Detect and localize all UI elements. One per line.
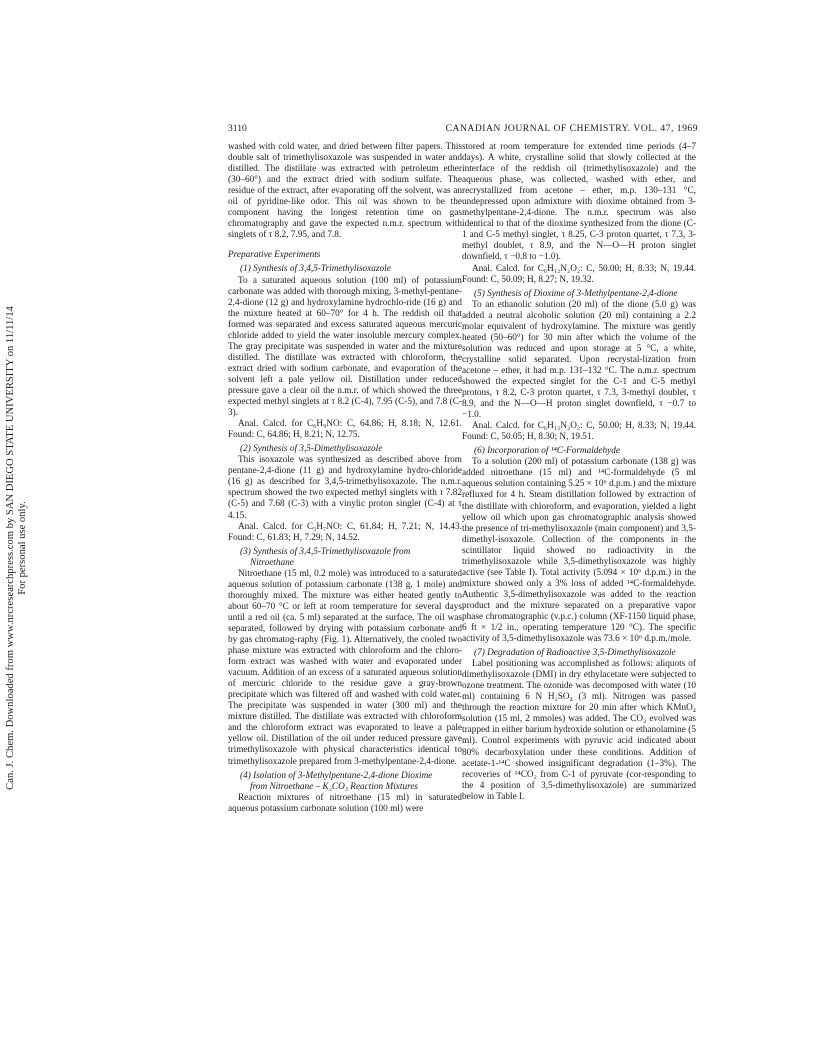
page-number: 3110 xyxy=(228,123,247,134)
paragraph: Reaction mixtures of nitroethane (15 ml) in saturated aqueous potassium carbonate solution (100 ml) were xyxy=(228,792,462,814)
download-notice-line: Can. J. Chem. Downloaded from www.nrcresearchpress.com by SAN DIEGO STATE UNIVERSITY on 11/11/14 xyxy=(5,306,16,790)
subsection-heading-continued: from Nitroethane – K₂CO₃ Reaction Mixtures xyxy=(250,781,419,792)
subsection-heading: (6) Incorporation of ¹⁴C-Formaldehyde xyxy=(474,446,620,457)
paragraph: stored at room temperature for extended time periods (4–7 days). A white, crystalline solid that slowly collected at the interface of the reddish oil (trimethylisoxazole) and the aqueous phase, was collected, washed with ether, and recrystallized from acetone – ether, m.p. 130–131 °C, undepressed upon admixture with dioxime obtained from 3-methylpentane-2,4-dione. The n.m.r. spectrum was also identical to that of the dioxime synthesized from the dione (C-1 and C-5 methyl singlet, τ 8.25, C-3 proton quartet, τ 7.3, 3-methyl doublet, τ 8.9, and the N—O—H proton singlet downfield, τ −0.8 to −1.0). xyxy=(462,142,696,263)
section-heading: Preparative Experiments xyxy=(228,250,321,261)
analysis-paragraph: Anal. Calcd. for C₆H₉NO: C, 64.86; H, 8.18; N, 12.61. Found: C, 64.86; H, 8.21; N, 12.75. xyxy=(228,419,462,441)
paragraph: Nitroethane (15 ml, 0.2 mole) was introduced to a saturated aqueous solution of potassium carbonate (138 g, 1 mole) and thoroughly mixed. The mixture was either heated gently to about 60–70 °C or left at room temperature for several days until a red oil (ca. 5 ml) separated at the surface. The oil was separated, followed by drying with potassium carbonate and by gas chromatog-raphy (Fig. 1). Alternatively, the cooled two phase mixture was extracted with chloroform and the chloro-form extract was washed with water and evaporated under vacuum. Addition of an excess of a saturated aqueous solution of mercuric chloride to the residue gave a gray-brown precipitate which was filtered off and washed with cold water. The precipitate was suspended in water (300 ml) and the mixture distilled. The distillate was extracted with chloroform and the chloroform extract was evaporated to leave a pale yellow oil. Distillation of the oil under reduced pressure gave trimethylisoxazole with physical characteristics identical to trimethylisoxazole prepared from 3-methylpentane-2,4-dione. xyxy=(228,568,462,767)
subsection-heading: (2) Synthesis of 3,5-Dimethylisoxazole xyxy=(240,444,383,455)
analysis-paragraph: Anal. Calcd. for C₆H₁₂N₂O₂: C, 50.00; H, 8.33; N, 19.44. Found: C, 50.05; H, 8.30; N, 19.51. xyxy=(462,421,696,443)
subsection-heading: (4) Isolation of 3-Methylpentane-2,4-dione Dioxime xyxy=(240,770,433,781)
subsection-heading: (5) Synthesis of Dioxime of 3-Methylpentane-2,4-dione xyxy=(474,288,678,299)
paragraph: Label positioning was accomplished as follows: aliquots of dimethylisoxazole (DMI) in dry ethylacetate were subjected to ozone treatment. The ozonide was decomposed with water (10 ml) containing 6 N H₂SO₄ (3 ml). Nitrogen was passed through the reaction mixture for 20 min after which KMnO₄ solution (15 ml, 2 mmoles) was added. The CO₂ evolved was trapped in either barium hydroxide solution or ethanolamine (5 ml). Control experiments with pyruvic acid indicated about 80% decarboxylation under these conditions. Addition of acetate-1-¹⁴C showed insignificant degradation (1–3%). The recoveries of ¹⁴CO₂ from C-1 of pyruvate (cor-responding to the 4 position of 3,5-dimethylisoxazole) are summarized below in Table I. xyxy=(462,659,696,802)
paragraph: This isoxazole was synthesized as described above from pentane-2,4-dione (11 g) and hydroxylamine hydro-chloride (16 g) as described for 3,4,5-trimethylisoxazole. The n.m.r. spectrum showed the two expected methyl singlets with τ 7.82 (C-5) and 7.68 (C-3) with a vinylic proton singlet (C-4) at τ 4.15. xyxy=(228,455,462,521)
personal-use-notice: For personal use only. xyxy=(17,501,28,595)
subsection-heading: (1) Synthesis of 3,4,5-Trimethylisoxazole xyxy=(240,264,391,275)
paragraph: To a saturated aqueous solution (100 ml) of potassium carbonate was added with thorough mixing, 3-methyl-pentane-2,4-dione (12 g) and hydroxylamine hydrochlo-ride (16 g) and the mixture heated at 60–70° for 4 h. The reddish oil that formed was separated and excess saturated aqueous mercuric chloride added to yield the water insoluble mercury complex. The gray precipitate was suspended in water and the mixture distilled. The distillate was extracted with chloroform, the extract dried with sodium carbonate, and evaporation of the solvent left a pale yellow oil. Distillation under reduced pressure gave a clear oil the n.m.r. of which showed the three expected methyl singlets at τ 8.2 (C-4), 7.95 (C-5), and 7.8 (C-3). xyxy=(228,275,462,419)
download-watermark xyxy=(0,0,34,1053)
page-header xyxy=(228,123,698,135)
download-notice xyxy=(5,306,29,790)
subsection-heading: (3) Synthesis of 3,4,5-Trimethylisoxazole from xyxy=(240,546,411,557)
running-head: CANADIAN JOURNAL OF CHEMISTRY. VOL. 47, 1969 xyxy=(445,123,698,134)
paragraph: To an ethanolic solution (20 ml) of the dione (5.0 g) was added a neutral alcoholic solution (20 ml) containing a 2.2 molar equivalent of hydroxylamine. The mixture was gently heated (50–60°) for 30 min after which the volume of the solution was reduced and upon storage at 5 °C, a white, crystalline solid separated. Upon recrystal-lization from acetone – ether, it had m.p. 131–132 °C. The n.m.r. spectrum showed the expected singlet for the C-1 and C-5 methyl protons, τ 8.2, C-3 proton quartet, τ 7.3, 3-methyl doublet, τ 8.9, and the N—O—H proton singlet downfield, τ −0.7 to −1.0. xyxy=(462,299,696,421)
left-column xyxy=(228,142,462,815)
analysis-paragraph: Anal. Calcd. for C₆H₁₂N₂O₂: C, 50.00; H, 8.33; N, 19.44. Found: C, 50.09; H, 8.27; N, 19.32. xyxy=(462,263,696,285)
subsection-heading: (7) Degradation of Radioactive 3,5-Dimethylisoxazole xyxy=(474,648,676,659)
analysis-paragraph: Anal. Calcd. for C₅H₇NO: C, 61.84; H, 7.21; N, 14.43. Found: C, 61.83; H, 7.29; N, 14.52. xyxy=(228,521,462,543)
subsection-heading-continued: Nitroethane xyxy=(250,557,294,568)
right-column xyxy=(462,142,696,803)
paragraph: washed with cold water, and dried between filter papers. This double salt of trimethylisoxazole was suspended in water and distilled. The distillate was extracted with petroleum ether (30–60°) and the extract dried with sodium sulfate. The residue of the extract, after evaporating off the solvent, was an oil of pyridine-like odor. This oil was shown to be the component having the longest retention time on gas chromatography and gave the expected n.m.r. spectrum with singlets of τ 8.2, 7.95, and 7.8. xyxy=(228,142,462,241)
paragraph: To a solution (200 ml) of potassium carbonate (138 g) was added nitroethane (15 ml) and ¹⁴C-formaldehyde (5 ml aqueous solution containing 5.25 × 10⁶ d.p.m.) and the mixture refluxed for 4 h. Steam distillation followed by extraction of the distillate with chloroform, and evaporation, yielded a light yellow oil which upon gas chromatographic analysis showed the presence of tri-methylisoxazole (main component) and 3,5-dimethyl-isoxazole. Collection of the components in the scintillator liquid showed no radioactivity in the trimethylisoxazole while 3,5-dimethylisoxazole was highly active (see Table I). Total activity (5.094 × 10⁶ d.p.m.) in the mixture showed only a 3% loss of added ¹⁴C-formaldehyde. Authentic 3,5-dimethylisoxazole was added to the reaction product and the mixture separated on a preparative vapor phase chromatographic (v.p.c.) column (XF-1150 liquid phase, 6 ft × 1/2 in., operating temperature 120 °C). The specific activity of 3,5-dimethylisoxazole was 73.6 × 10⁶ d.p.m./mole. xyxy=(462,457,696,645)
